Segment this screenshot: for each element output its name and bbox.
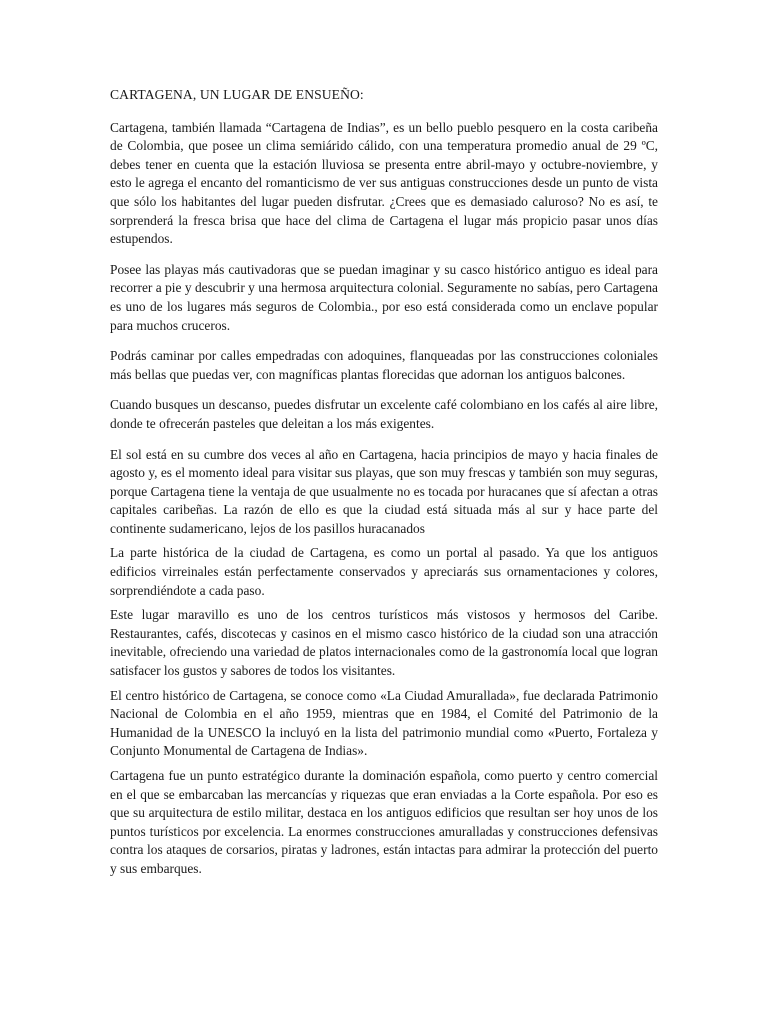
paragraph-intro: Cartagena, también llamada “Cartagena de Indias”, es un bello pueblo pesquero en la costa caribeña de Colombia, que posee un clima semiárido cálido, con una temperatura promedio anual de 29 ºC, debes tener en cuenta que la estación lluviosa se presenta entre abril-mayo y octubre-noviembre, y esto le agrega el encanto del romanticismo de ver sus antiguas construcciones desde un punto de vista que sólo los habitantes del lugar pueden disfrutar. ¿Crees que es demasiado caluroso? No es así, te sorprenderá la fresca brisa que hace del clima de Cartagena el lugar más propicio pasar unos días estupendos.	[110, 119, 658, 247]
paragraph-strategic-point: Cartagena fue un punto estratégico durante la dominación española, como puerto y centro comercial en el que se embarcaban las mercancías y riquezas que eran enviadas a la Corte española. Por eso es que su arquitectura de estilo militar, destaca en los antiguos edificios que resultan ser hoy unos de los puntos turísticos por excelencia. La enormes construcciones amuralladas y construcciones defensivas contra los ataques de corsarios, piratas y ladrones, están intactas para admirar la protección del puerto y sus embarques.	[110, 768, 658, 876]
paragraph-heritage: El centro histórico de Cartagena, se conoce como «La Ciudad Amurallada», fue declarada Patrimonio Nacional de Colombia en el año 1959, mientras que en 1984, el Comité del Patrimonio de la Humanidad de la UNESCO la incluyó en la lista del patrimonio mundial como «Puerto, Fortaleza y Conjunto Monumental de Cartagena de Indias».	[110, 687, 658, 759]
paragraph-tourism: Este lugar maravillo es uno de los centros turísticos más vistosos y hermosos del Caribe. Restaurantes, cafés, discotecas y casinos en el mismo casco histórico de la ciudad son una atracción inevitable, ofreciendo una variedad de platos internacionales como de la gastronomía local que logran satisfacer los gustos y sabores de todos los visitantes.	[110, 607, 658, 679]
document-page	[110, 86, 658, 885]
paragraph-cafes: Cuando busques un descanso, puedes disfrutar un excelente café colombiano en los cafés al aire libre, donde te ofrecerán pasteles que deleitan a los más exigentes.	[110, 397, 658, 431]
paragraph-streets: Podrás caminar por calles empedradas con adoquines, flanqueadas por las construcciones coloniales más bellas que puedas ver, con magníficas plantas florecidas que adornan los antiguos balcones.	[110, 348, 658, 382]
paragraph-historic-part: La parte histórica de la ciudad de Cartagena, es como un portal al pasado. Ya que los antiguos edificios virreinales están perfectamente conservados y apreciarás sus ornamentaciones y colores, sorprendiéndote a cada paso.	[110, 545, 658, 598]
paragraph-beaches: Posee las playas más cautivadoras que se puedan imaginar y su casco histórico antiguo es ideal para recorrer a pie y descubrir y una hermosa arquitectura colonial. Seguramente no sabías, pero Cartagena es uno de los lugares más seguros de Colombia., por eso está considerada como un enclave popular para muchos cruceros.	[110, 261, 658, 333]
document-title: CARTAGENA, UN LUGAR DE ENSUEÑO:	[110, 87, 364, 102]
paragraph-sun: El sol está en su cumbre dos veces al año en Cartagena, hacia principios de mayo y hacia finales de agosto y, es el momento ideal para visitar sus playas, que son muy frescas y también son muy seguras, porque Cartagena tiene la ventaja de que usualmente no es tocada por huracanes que sí afectan a otras capitales caribeñas. La razón de ello es que la ciudad está situada más al sur y hace parte del continente sudamericano, lejos de los pasillos huracanados	[110, 446, 658, 536]
